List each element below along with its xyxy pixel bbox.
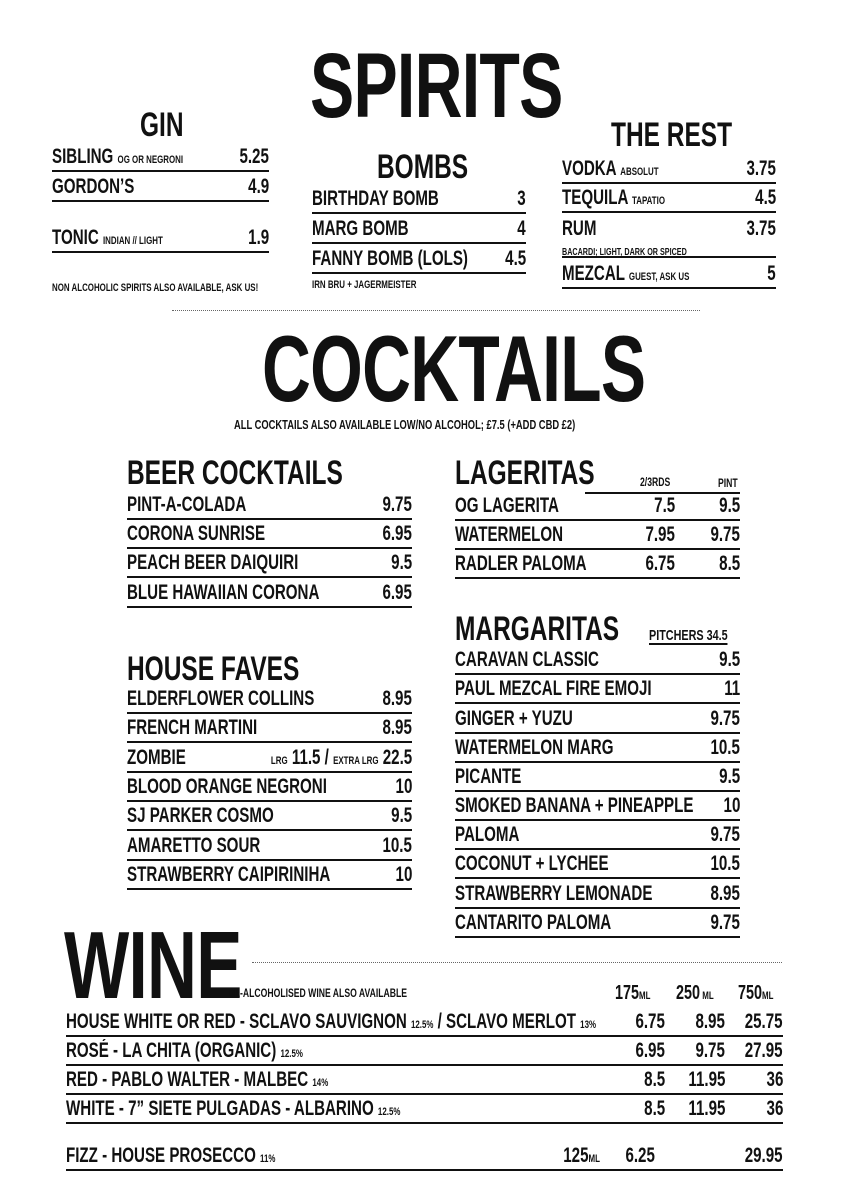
- house-item-5: SJ PARKER COSMO 9.5: [127, 807, 412, 831]
- wine-item-3: RED - PABLO WALTER - MALBEC 14% 11.95 8.5 36: [66, 1071, 783, 1095]
- wine-divider: [252, 962, 782, 963]
- bombs-note: IRN BRU + JAGERMEISTER: [312, 279, 417, 291]
- gin-item-sibling: SIBLING OG OR NEGRONI 5.25: [52, 148, 269, 172]
- rest-item-vodka: VODKA ABSOLUT 3.75: [562, 160, 776, 184]
- spirits-divider: [172, 310, 700, 311]
- rest-item-tequila: TEQUILA TAPATIO 4.5: [562, 189, 776, 213]
- wine-item-1: HOUSE WHITE OR RED - SCLAVO SAUVIGNON 12.5% / SCLAVO MERLOT 13% 8.95 6.75 25.75: [66, 1013, 783, 1037]
- wine-title: WINE: [64, 912, 242, 1019]
- rest-heading: THE REST: [611, 116, 733, 154]
- wine-note: DE-ALCOHOLISED WINE ALSO AVAILABLE: [228, 986, 408, 1000]
- beer-cocktails-heading: BEER COCKTAILS: [127, 454, 343, 492]
- gin-note: NON ALCOHOLIC SPIRITS ALSO AVAILABLE, ASK US!: [52, 282, 259, 294]
- marg-item-1: CARAVAN CLASSIC 9.5: [455, 651, 740, 675]
- cocktails-title: COCKTAILS: [262, 316, 646, 421]
- house-item-zombie: ZOMBIE LRG 11.5 / EXTRA LRG 22.5: [127, 749, 412, 773]
- spirits-title: SPIRITS: [310, 35, 563, 137]
- lagerita-item-2: WATERMELON 7.95 9.75: [455, 526, 740, 550]
- lageritas-col-23rds: 2/3RDS: [640, 475, 671, 489]
- house-item-1: ELDERFLOWER COLLINS 8.95: [127, 690, 412, 714]
- marg-item-5: PICANTE 9.5: [455, 768, 740, 792]
- marg-item-2: PAUL MEZCAL FIRE EMOJI 11: [455, 680, 740, 704]
- lagerita-item-3: RADLER PALOMA 6.75 8.5: [455, 555, 740, 579]
- rum-underline: [562, 256, 776, 258]
- marg-item-9: STRAWBERRY LEMONADE 8.95: [455, 885, 740, 909]
- beer-item-4: BLUE HAWAIIAN CORONA 6.95: [127, 584, 412, 608]
- margaritas-heading: MARGARITAS: [455, 610, 620, 648]
- gin-heading: GIN: [140, 106, 184, 144]
- gin-item-tonic: TONIC INDIAN // LIGHT 1.9: [52, 229, 269, 253]
- wine-item-2: ROSÉ - LA CHITA (ORGANIC) 12.5% 9.75 6.95 27.95: [66, 1042, 783, 1066]
- marg-item-3: GINGER + YUZU 9.75: [455, 710, 740, 734]
- wine-col-250: 250 ML: [676, 982, 714, 1004]
- rest-item-rum: RUM 3.75: [562, 217, 776, 240]
- beer-item-2: CORONA SUNRISE 6.95: [127, 525, 412, 549]
- margaritas-pitchers: PITCHERS 34.5: [649, 627, 728, 644]
- house-item-6: AMARETTO SOUR 10.5: [127, 837, 412, 861]
- wine-item-fizz: FIZZ - HOUSE PROSECCO 11% 125ML 6.25 29.95: [66, 1147, 783, 1171]
- marg-item-8: COCONUT + LYCHEE 10.5: [455, 855, 740, 879]
- rum-note: BACARDI; LIGHT, DARK OR SPICED: [562, 247, 687, 258]
- beer-item-3: PEACH BEER DAIQUIRI 9.5: [127, 554, 412, 578]
- beer-item-1: PINT-A-COLADA 9.75: [127, 496, 412, 520]
- lagerita-item-1: OG LAGERITA 7.5 9.5: [455, 497, 740, 521]
- gin-item-gordons: GORDON’S 4.9: [52, 178, 269, 202]
- bombs-item-fanny: FANNY BOMB (LOLS) 4.5: [312, 250, 526, 274]
- house-item-2: FRENCH MARTINI 8.95: [127, 719, 412, 743]
- rest-item-mezcal: MEZCAL GUEST, ASK US 5: [562, 265, 776, 289]
- lageritas-col-pint: PINT: [718, 476, 738, 490]
- house-item-7: STRAWBERRY CAIPIRINIHA 10: [127, 866, 412, 890]
- marg-item-6: SMOKED BANANA + PINEAPPLE 10: [455, 797, 740, 821]
- wine-item-4: WHITE - 7” SIETE PULGADAS - ALBARINO 12.5% 11.95 8.5 36: [66, 1100, 783, 1124]
- cocktails-subtitle: ALL COCKTAILS ALSO AVAILABLE LOW/NO ALCOHOL; £7.5 (+ADD CBD £2): [234, 417, 576, 432]
- lageritas-heading: LAGERITAS: [455, 454, 595, 492]
- wine-col-750: 750ML: [738, 982, 774, 1004]
- bombs-heading: BOMBS: [377, 148, 469, 186]
- house-faves-heading: HOUSE FAVES: [127, 650, 300, 688]
- bombs-item-marg: MARG BOMB 4: [312, 220, 526, 244]
- wine-col-175: 175ML: [615, 982, 651, 1004]
- bombs-item-birthday: BIRTHDAY BOMB 3: [312, 190, 526, 214]
- marg-item-7: PALOMA 9.75: [455, 826, 740, 850]
- marg-item-4: WATERMELON MARG 10.5: [455, 739, 740, 763]
- marg-item-10: CANTARITO PALOMA 9.75: [455, 914, 740, 938]
- house-item-4: BLOOD ORANGE NEGRONI 10: [127, 778, 412, 802]
